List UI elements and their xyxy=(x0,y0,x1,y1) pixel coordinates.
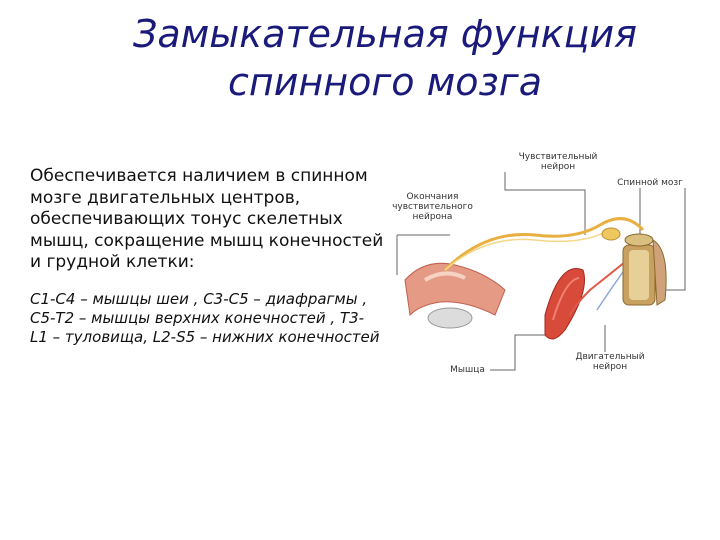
title-line-1: Замыкательная функция xyxy=(132,12,638,56)
joint-bone xyxy=(428,308,472,328)
label-sensory-endings-line2: чувствительного xyxy=(392,202,473,212)
label-sensory-endings-line3: нейрона xyxy=(412,212,453,222)
slide-title xyxy=(120,10,650,106)
leader-muscle xyxy=(485,335,560,370)
label-motor-neuron-line2: нейрон xyxy=(592,362,628,372)
spinal-cord-top xyxy=(625,234,653,246)
reflex-arc-diagram xyxy=(385,140,705,385)
reflex-arc-illustration xyxy=(385,140,705,385)
label-muscle: Мышца xyxy=(445,365,490,375)
label-spinal-cord: Спинной мозг xyxy=(610,178,690,188)
label-motor-neuron-line1: Двигательный xyxy=(575,352,645,362)
skin-tissue xyxy=(405,263,505,315)
label-sensory-neuron-line1: Чувствительный xyxy=(518,152,598,162)
spinal-ganglion xyxy=(602,228,620,240)
main-paragraph: Обеспечивается наличием в спинном мозге двигательных центров, обеспечивающих тонус скелетных мышц, сокращение мышц конечностей и грудной клетки: xyxy=(30,166,384,272)
segments-paragraph: С1-С4 – мышцы шеи , С3-С5 – диафрагмы , С5-Т2 – мышцы верхних конечностей , Т3-L1 – туловища, L2-S5 – нижних конечностей xyxy=(30,290,380,346)
leader-sensory-neuron xyxy=(505,170,585,235)
spinal-cord-core xyxy=(629,250,649,300)
title-line-2: спинного мозга xyxy=(227,60,543,104)
label-sensory-neuron-line2: нейрон xyxy=(540,162,576,172)
label-motor-neuron xyxy=(565,352,655,372)
label-sensory-neuron xyxy=(503,152,613,172)
label-sensory-endings-line1: Окончания xyxy=(406,192,459,202)
sensory-nerve xyxy=(445,219,643,270)
label-sensory-endings xyxy=(390,192,475,222)
